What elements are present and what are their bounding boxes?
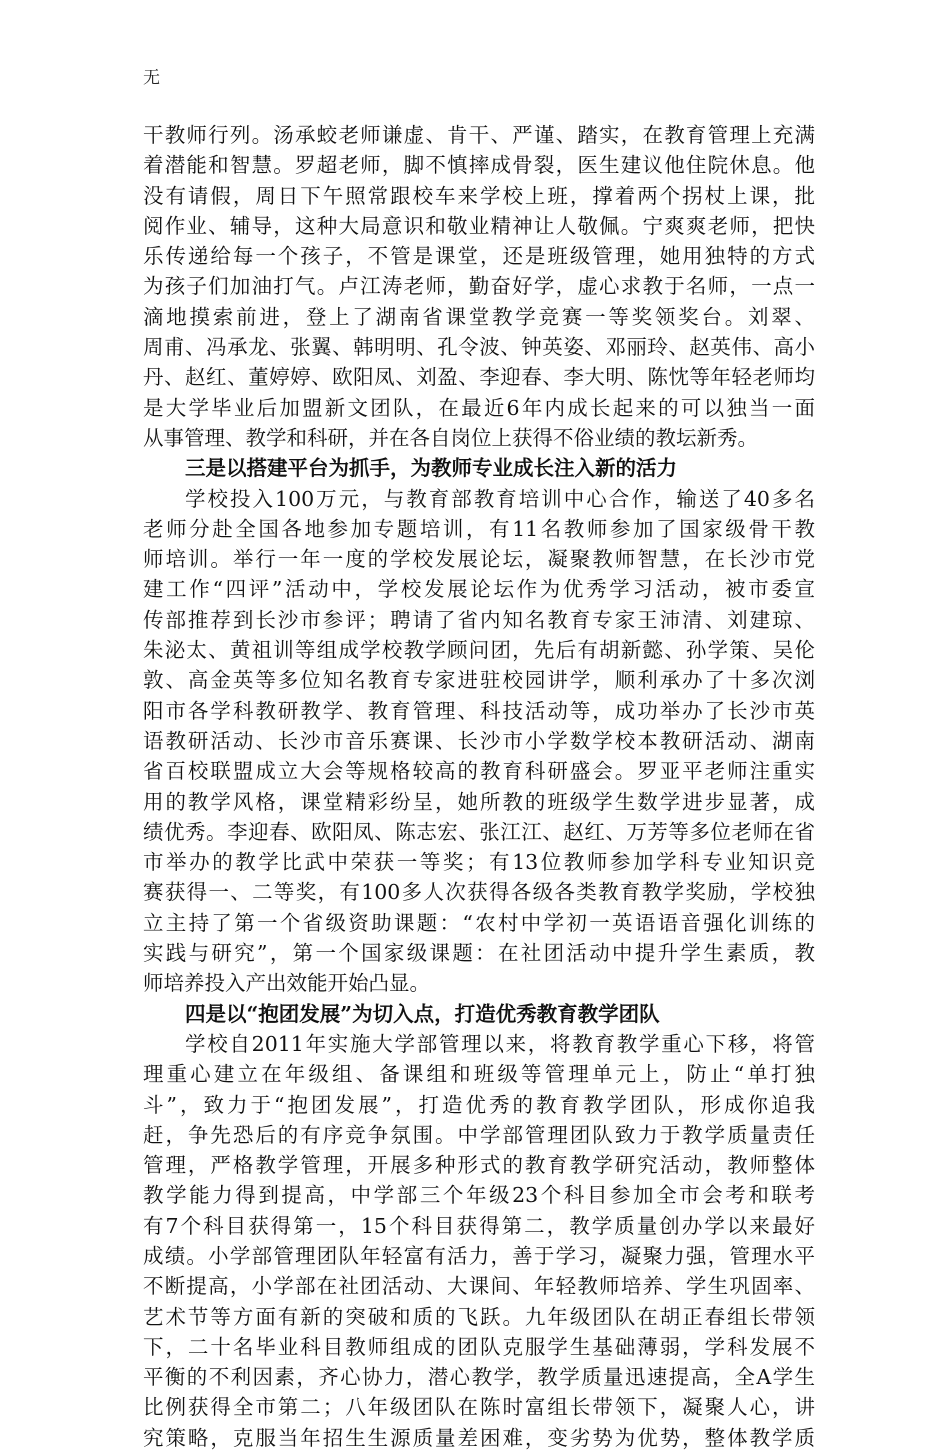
paragraph-line: 着潜能和智慧。罗超老师，脚不慎摔成骨裂，医生建议他住院休息。他 [143,153,815,178]
paragraph-line: 师培养投入产出效能开始凸显。 [143,971,430,996]
paragraph-line: 绩优秀。李迎春、欧阳凤、陈志宏、张江江、赵红、万芳等多位老师在省 [143,819,815,844]
paragraph-line: 语教研活动、长沙市音乐赛课、长沙市小学数学校本教研活动、湖南 [143,728,815,753]
paragraph-line: 究策略，克服当年招生生源质量差困难，变劣势为优势，整体教学质 [143,1425,815,1450]
document-body [143,120,815,1453]
paragraph-line: 立主持了第一个省级资助课题：“农村中学初一英语语音强化训练的 [143,910,815,935]
paragraph-line: 是大学毕业后加盟新文团队，在最近6年内成长起来的可以独当一面 [143,395,815,420]
paragraph-line: 平衡的不利因素，齐心协力，潜心教学，教学质量迅速提高，全A学生 [143,1365,815,1390]
paragraph-line: 教学能力得到提高，中学部三个年级23个科目参加全市会考和联考 [143,1183,815,1208]
paragraph-line: 乐传递给每一个孩子，不管是课堂，还是班级管理，她用独特的方式 [143,244,815,269]
paragraph-line: 实践与研究”，第一个国家级课题：在社团活动中提升学生素质，教 [143,941,815,966]
section-heading: 三是以搭建平台为抓手，为教师专业成长注入新的活力 [185,456,677,481]
paragraph-line: 省百校联盟成立大会等规格较高的教育科研盛会。罗亚平老师注重实 [143,759,815,784]
paragraph-line: 理重心建立在年级组、备课组和班级等管理单元上，防止“单打独 [143,1062,815,1087]
paragraph-line: 干教师行列。汤承蛟老师谦虚、肯干、严谨、踏实，在教育管理上充满 [143,123,815,147]
paragraph-line: 没有请假，周日下午照常跟校车来学校上班，撑着两个拐杖上课，批 [143,183,815,208]
paragraph-line: 周甫、冯承龙、张翼、韩明明、孔令波、钟英姿、邓丽玲、赵英伟、高小 [143,335,815,360]
paragraph-line: 艺术节等方面有新的突破和质的飞跃。九年级团队在胡正春组长带领 [143,1304,815,1329]
paragraph-line: 不断提高，小学部在社团活动、大课间、年轻教师培养、学生巩固率、 [143,1274,815,1299]
paragraph-line: 管理，严格教学管理，开展多种形式的教育教学研究活动，教师整体 [143,1153,815,1178]
paragraph-line: 学校投入100万元，与教育部教育培训中心合作，输送了40多名 [185,486,815,511]
paragraph-line: 师培训。举行一年一度的学校发展论坛，凝聚教师智慧，在长沙市党 [143,547,815,572]
paragraph-line: 滴地摸索前进，登上了湖南省课堂教学竞赛一等奖领奖台。刘翠、 [143,304,815,329]
paragraph-line: 用的教学风格，课堂精彩纷呈，她所教的班级学生数学进步显著，成 [143,789,815,814]
paragraph-line: 阳市各学科教研教学、教育管理、科技活动等，成功举办了长沙市英 [143,698,815,723]
paragraph-line: 市举办的教学比武中荣获一等奖；有13位教师参加学科专业知识竞 [143,850,815,875]
paragraph-line: 从事管理、教学和科研，并在各自岗位上获得不俗业绩的教坛新秀。 [143,425,758,450]
paragraph-line: 成绩。小学部管理团队年轻富有活力，善于学习，凝聚力强，管理水平 [143,1243,815,1268]
paragraph-line: 朱泌太、黄祖训等组成学校教学顾问团，先后有胡新懿、孙学策、吴伦 [143,638,815,663]
paragraph-line: 传部推荐到长沙市参评；聘请了省内知名教育专家王沛清、刘建琼、 [143,607,815,632]
paragraph-line: 比例获得全市第二；八年级团队在陈时富组长带领下，凝聚人心，讲 [143,1395,815,1420]
paragraph-line: 敦、高金英等多位知名教育专家进驻校园讲学，顺利承办了十多次浏 [143,668,815,693]
paragraph-line: 下，二十名毕业科目教师组成的团队克服学生基础薄弱，学科发展不 [143,1334,815,1359]
paragraph-line: 阅作业、辅导，这种大局意识和敬业精神让人敬佩。宁爽爽老师，把快 [143,213,815,238]
section-heading: 四是以“抱团发展”为切入点，打造优秀教育教学团队 [185,1001,660,1026]
paragraph-line: 赛获得一、二等奖，有100多人次获得各级各类教育教学奖励，学校独 [143,880,815,905]
paragraph-line: 老师分赴全国各地参加专题培训，有11名教师参加了国家级骨干教 [143,516,815,541]
paragraph-line: 丹、赵红、董婷婷、欧阳凤、刘盈、李迎春、李大明、陈忱等年轻老师均 [143,365,815,390]
paragraph-line: 为孩子们加油打气。卢江涛老师，勤奋好学，虚心求教于名师，一点一 [143,274,815,299]
paragraph-line: 学校自2011年实施大学部管理以来，将教育教学重心下移，将管 [185,1031,815,1056]
paragraph-line: 斗”，致力于“抱团发展”，打造优秀的教育教学团队，形成你追我 [143,1092,815,1117]
paragraph-line: 有7个科目获得第一，15个科目获得第二，教学质量创办学以来最好 [143,1213,815,1238]
page-header: 无 [143,68,160,88]
paragraph-line: 赶，争先恐后的有序竞争氛围。中学部管理团队致力于教学质量责任 [143,1122,815,1147]
paragraph-line: 建工作“四评”活动中，学校发展论坛作为优秀学习活动，被市委宣 [143,577,815,602]
